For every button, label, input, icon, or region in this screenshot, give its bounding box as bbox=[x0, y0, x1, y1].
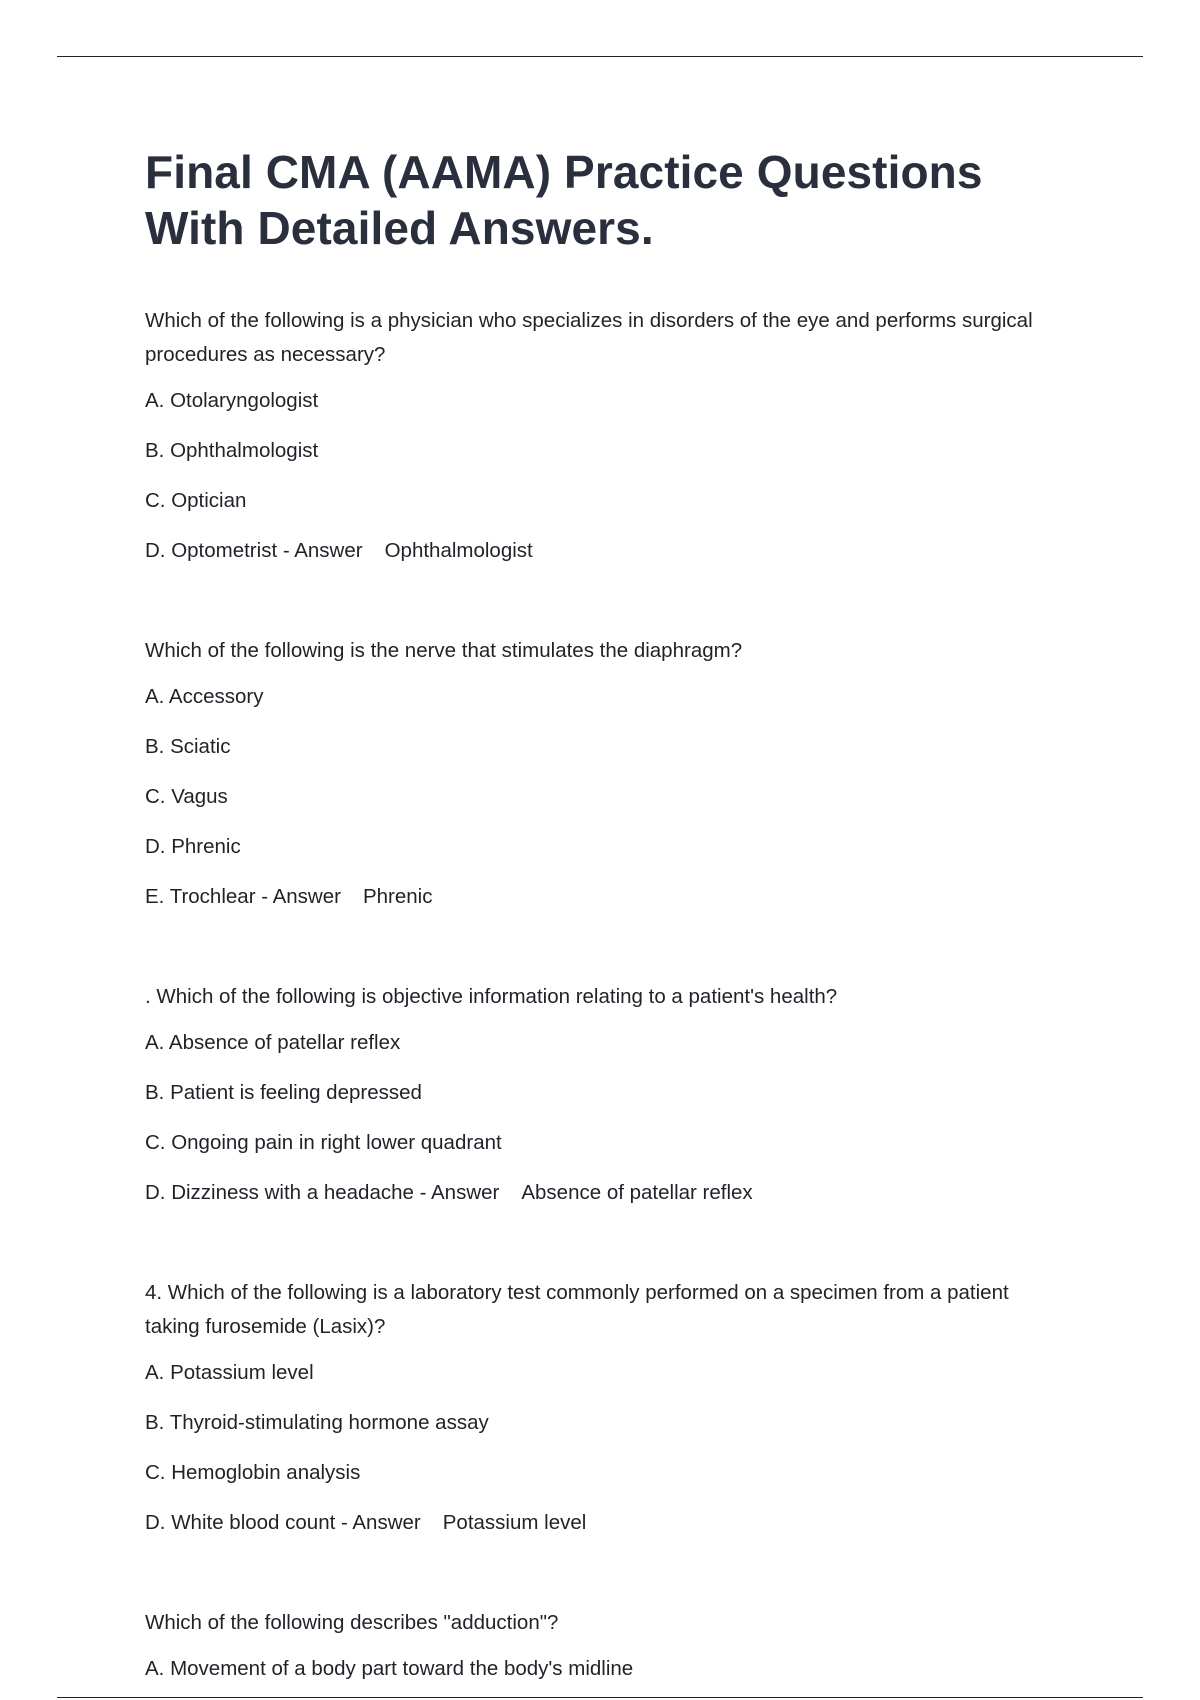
answer-option: C. Hemoglobin analysis bbox=[145, 1461, 361, 1484]
question-text: Which of the following describes "adduction"? bbox=[145, 1611, 559, 1634]
answer-option: B. Ophthalmologist bbox=[145, 439, 319, 462]
answer-option: E. Trochlear - Answer bbox=[145, 885, 341, 908]
document-body bbox=[145, 144, 1045, 1682]
answer-option-with-key bbox=[145, 1180, 1045, 1206]
answer-option-with-key bbox=[145, 1510, 1045, 1536]
footer-rule bbox=[57, 1697, 1143, 1698]
question-text: Which of the following is the nerve that stimulates the diaphragm? bbox=[145, 639, 743, 662]
question-block bbox=[145, 634, 1045, 910]
document-title: Final CMA (AAMA) Practice Questions With Detailed Answers. bbox=[145, 146, 983, 254]
question-text: Which of the following is a physician who specializes in disorders of the eye and performs surgical procedures as necessary? bbox=[145, 309, 1033, 366]
answer-option: A. Accessory bbox=[145, 685, 264, 708]
answer-option: D. Dizziness with a headache - Answer bbox=[145, 1181, 500, 1204]
answer-option: D. White blood count - Answer bbox=[145, 1511, 421, 1534]
question-block bbox=[145, 1606, 1045, 1682]
correct-answer: Phrenic bbox=[362, 885, 433, 908]
answer-option: A. Potassium level bbox=[145, 1361, 314, 1384]
answer-option: C. Vagus bbox=[145, 785, 228, 808]
answer-option: C. Ongoing pain in right lower quadrant bbox=[145, 1131, 502, 1154]
correct-answer: Absence of patellar reflex bbox=[521, 1181, 753, 1204]
question-text: 4. Which of the following is a laboratory test commonly performed on a specimen from a patient taking furosemide (Lasix)? bbox=[145, 1281, 1009, 1338]
answer-option-with-key bbox=[145, 538, 1045, 564]
answer-option: B. Patient is feeling depressed bbox=[145, 1081, 422, 1104]
question-block bbox=[145, 304, 1045, 564]
answer-option: B. Sciatic bbox=[145, 735, 231, 758]
answer-option: A. Otolaryngologist bbox=[145, 389, 319, 412]
question-block bbox=[145, 980, 1045, 1206]
answer-option: A. Absence of patellar reflex bbox=[145, 1031, 401, 1054]
answer-option: A. Movement of a body part toward the body's midline bbox=[145, 1657, 634, 1680]
correct-answer: Ophthalmologist bbox=[384, 539, 533, 562]
answer-option: C. Optician bbox=[145, 489, 247, 512]
correct-answer: Potassium level bbox=[442, 1511, 587, 1534]
answer-option: D. Phrenic bbox=[145, 835, 241, 858]
header-rule bbox=[57, 56, 1143, 57]
answer-option-with-key bbox=[145, 884, 1045, 910]
answer-option: D. Optometrist - Answer bbox=[145, 539, 363, 562]
answer-option: B. Thyroid-stimulating hormone assay bbox=[145, 1411, 489, 1434]
question-block bbox=[145, 1276, 1045, 1536]
question-text: . Which of the following is objective information relating to a patient's health? bbox=[145, 985, 838, 1008]
